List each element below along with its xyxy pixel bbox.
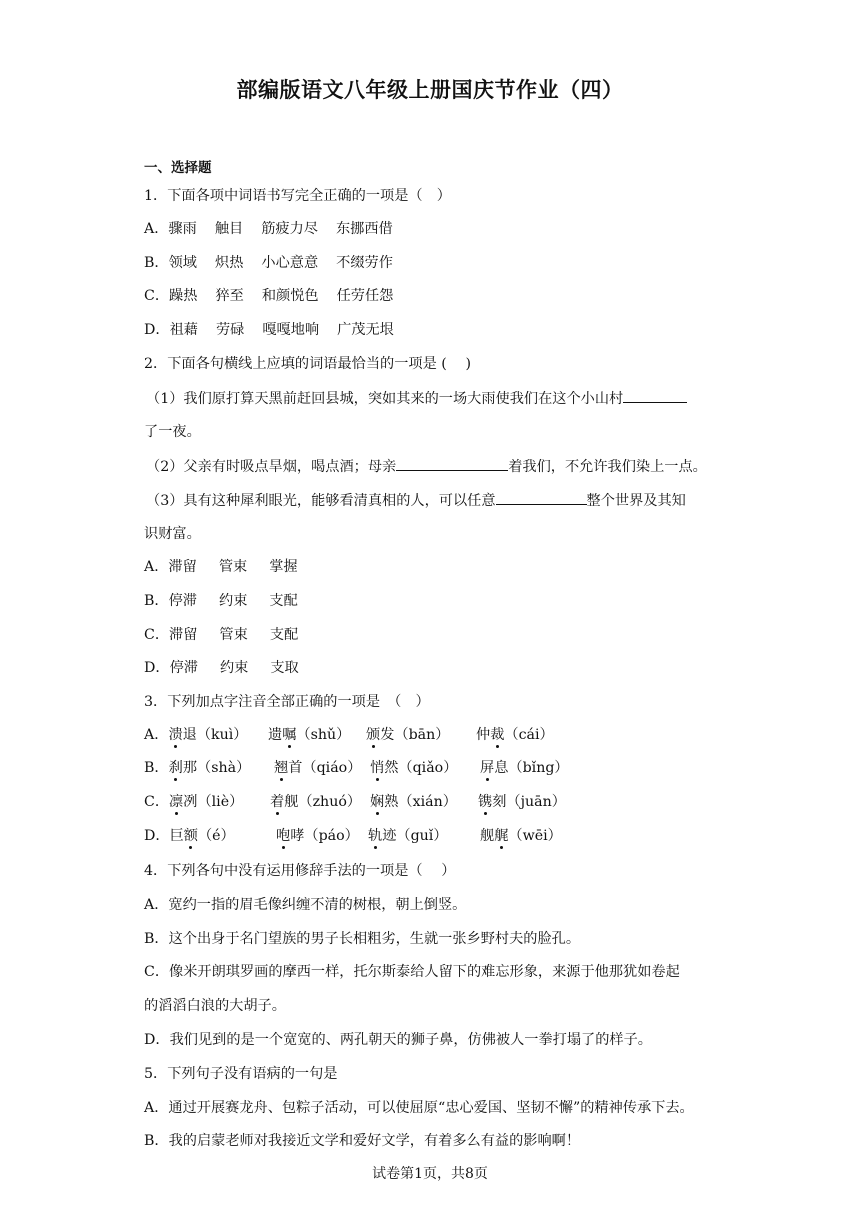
section-heading: 一、选择题	[144, 160, 212, 176]
question-3-stem: 3．下列加点字注音全部正确的一项是 （ ）	[144, 694, 430, 710]
answer-blank[interactable]	[396, 456, 508, 471]
pinyin-item: 遗嘱（shǔ）	[268, 727, 351, 743]
q1-option-a[interactable]: A．骤雨 触目 筋疲力尽 东挪西借	[144, 221, 393, 237]
pinyin-item: 悄然（qiǎo）	[370, 760, 458, 776]
page-footer: 试卷第1页，共8页	[372, 1166, 488, 1182]
q4-option-a[interactable]: A．宽约一指的眉毛像纠缠不清的树根，朝上倒竖。	[144, 897, 467, 913]
q2-option-b[interactable]: B．停滞 约束 支配	[144, 593, 298, 609]
pinyin-item: 娴熟（xián）	[370, 794, 457, 810]
answer-blank[interactable]	[496, 490, 587, 505]
pinyin-item: B．刹那（shà）	[144, 760, 251, 776]
question-2-stem: 2．下面各句横线上应填的词语最恰当的一项是 ( )	[144, 356, 472, 372]
question-4-stem: 4．下列各句中没有运用修辞手法的一项是（ ）	[144, 863, 456, 879]
pinyin-item: 屏息（bǐng）	[480, 760, 569, 776]
q3-option-c[interactable]	[144, 792, 566, 812]
pinyin-item: 着舰（zhuó）	[270, 794, 362, 810]
question-1-stem: 1．下面各项中词语书写完全正确的一项是（ ）	[144, 188, 451, 204]
pinyin-item: D．巨额（é）	[144, 828, 235, 844]
page-title: 部编版语文八年级上册国庆节作业（四）	[236, 78, 624, 102]
q1-option-b[interactable]: B．领域 炽热 小心意意 不缀劳作	[144, 255, 393, 271]
q2-sentence-1-cont: 了一夜。	[144, 424, 201, 440]
pinyin-item: 颁发（bān）	[366, 727, 450, 743]
q2-option-a[interactable]: A．滞留 管束 掌握	[144, 559, 298, 575]
q2-sentence-3-cont: 识财富。	[144, 526, 201, 542]
q3-option-d[interactable]	[144, 826, 562, 846]
q2-option-c[interactable]: C．滞留 管束 支配	[144, 627, 299, 643]
q4-option-c-cont: 的滔滔白浪的大胡子。	[144, 998, 286, 1014]
pinyin-item: 轨迹（guǐ）	[368, 828, 448, 844]
question-5-stem: 5．下列句子没有语病的一句是	[144, 1066, 338, 1082]
pinyin-item: 翘首（qiáo）	[274, 760, 362, 776]
q5-option-a[interactable]: A．通过开展赛龙舟、包粽子活动，可以使屈原“忠心爱国、坚韧不懈”的精神传承下去。	[144, 1100, 694, 1116]
q2-sentence-1: （1）我们原打算天黑前赶回县城，突如其来的一场大雨使我们在这个小山村	[146, 388, 687, 409]
pinyin-item: 仲裁（cái）	[476, 727, 554, 743]
pinyin-item: 镌刻（juān）	[478, 794, 566, 810]
q2-sentence-2: （2）父亲有时吸点旱烟，喝点酒；母亲 着我们，不允许我们染上一点。	[146, 456, 707, 477]
q3-option-a[interactable]	[144, 725, 554, 745]
pinyin-item: 咆哮（páo）	[276, 828, 359, 844]
q2-option-d[interactable]: D．停滞 约束 支取	[144, 660, 299, 676]
q5-option-b[interactable]: B．我的启蒙老师对我接近文学和爱好文学，有着多么有益的影响啊！	[144, 1133, 581, 1149]
q4-option-d[interactable]: D．我们见到的是一个宽宽的、两孔朝天的狮子鼻，仿佛被人一拳打塌了的样子。	[144, 1032, 652, 1048]
q3-option-b[interactable]	[144, 758, 569, 778]
q4-option-b[interactable]: B．这个出身于名门望族的男子长相粗劣，生就一张乡野村夫的脸孔。	[144, 931, 581, 947]
q1-option-c[interactable]: C．躁热 猝至 和颜悦色 任劳任怨	[144, 288, 394, 304]
pinyin-item: 舰艉（wēi）	[480, 828, 562, 844]
q4-option-c[interactable]: C．像米开朗琪罗画的摩西一样，托尔斯泰给人留下的难忘形象，来源于他那犹如卷起	[144, 964, 680, 980]
answer-blank[interactable]	[623, 388, 687, 403]
q1-option-d[interactable]: D．祖藉 劳碌 嘎嘎地响 广茂无垠	[144, 322, 394, 338]
pinyin-item: C．凛冽（liè）	[144, 794, 244, 810]
q2-sentence-3: （3）具有这种犀利眼光，能够看清真相的人，可以任意 整个世界及其知	[146, 490, 686, 511]
pinyin-item: A．溃退（kuì）	[144, 727, 248, 743]
